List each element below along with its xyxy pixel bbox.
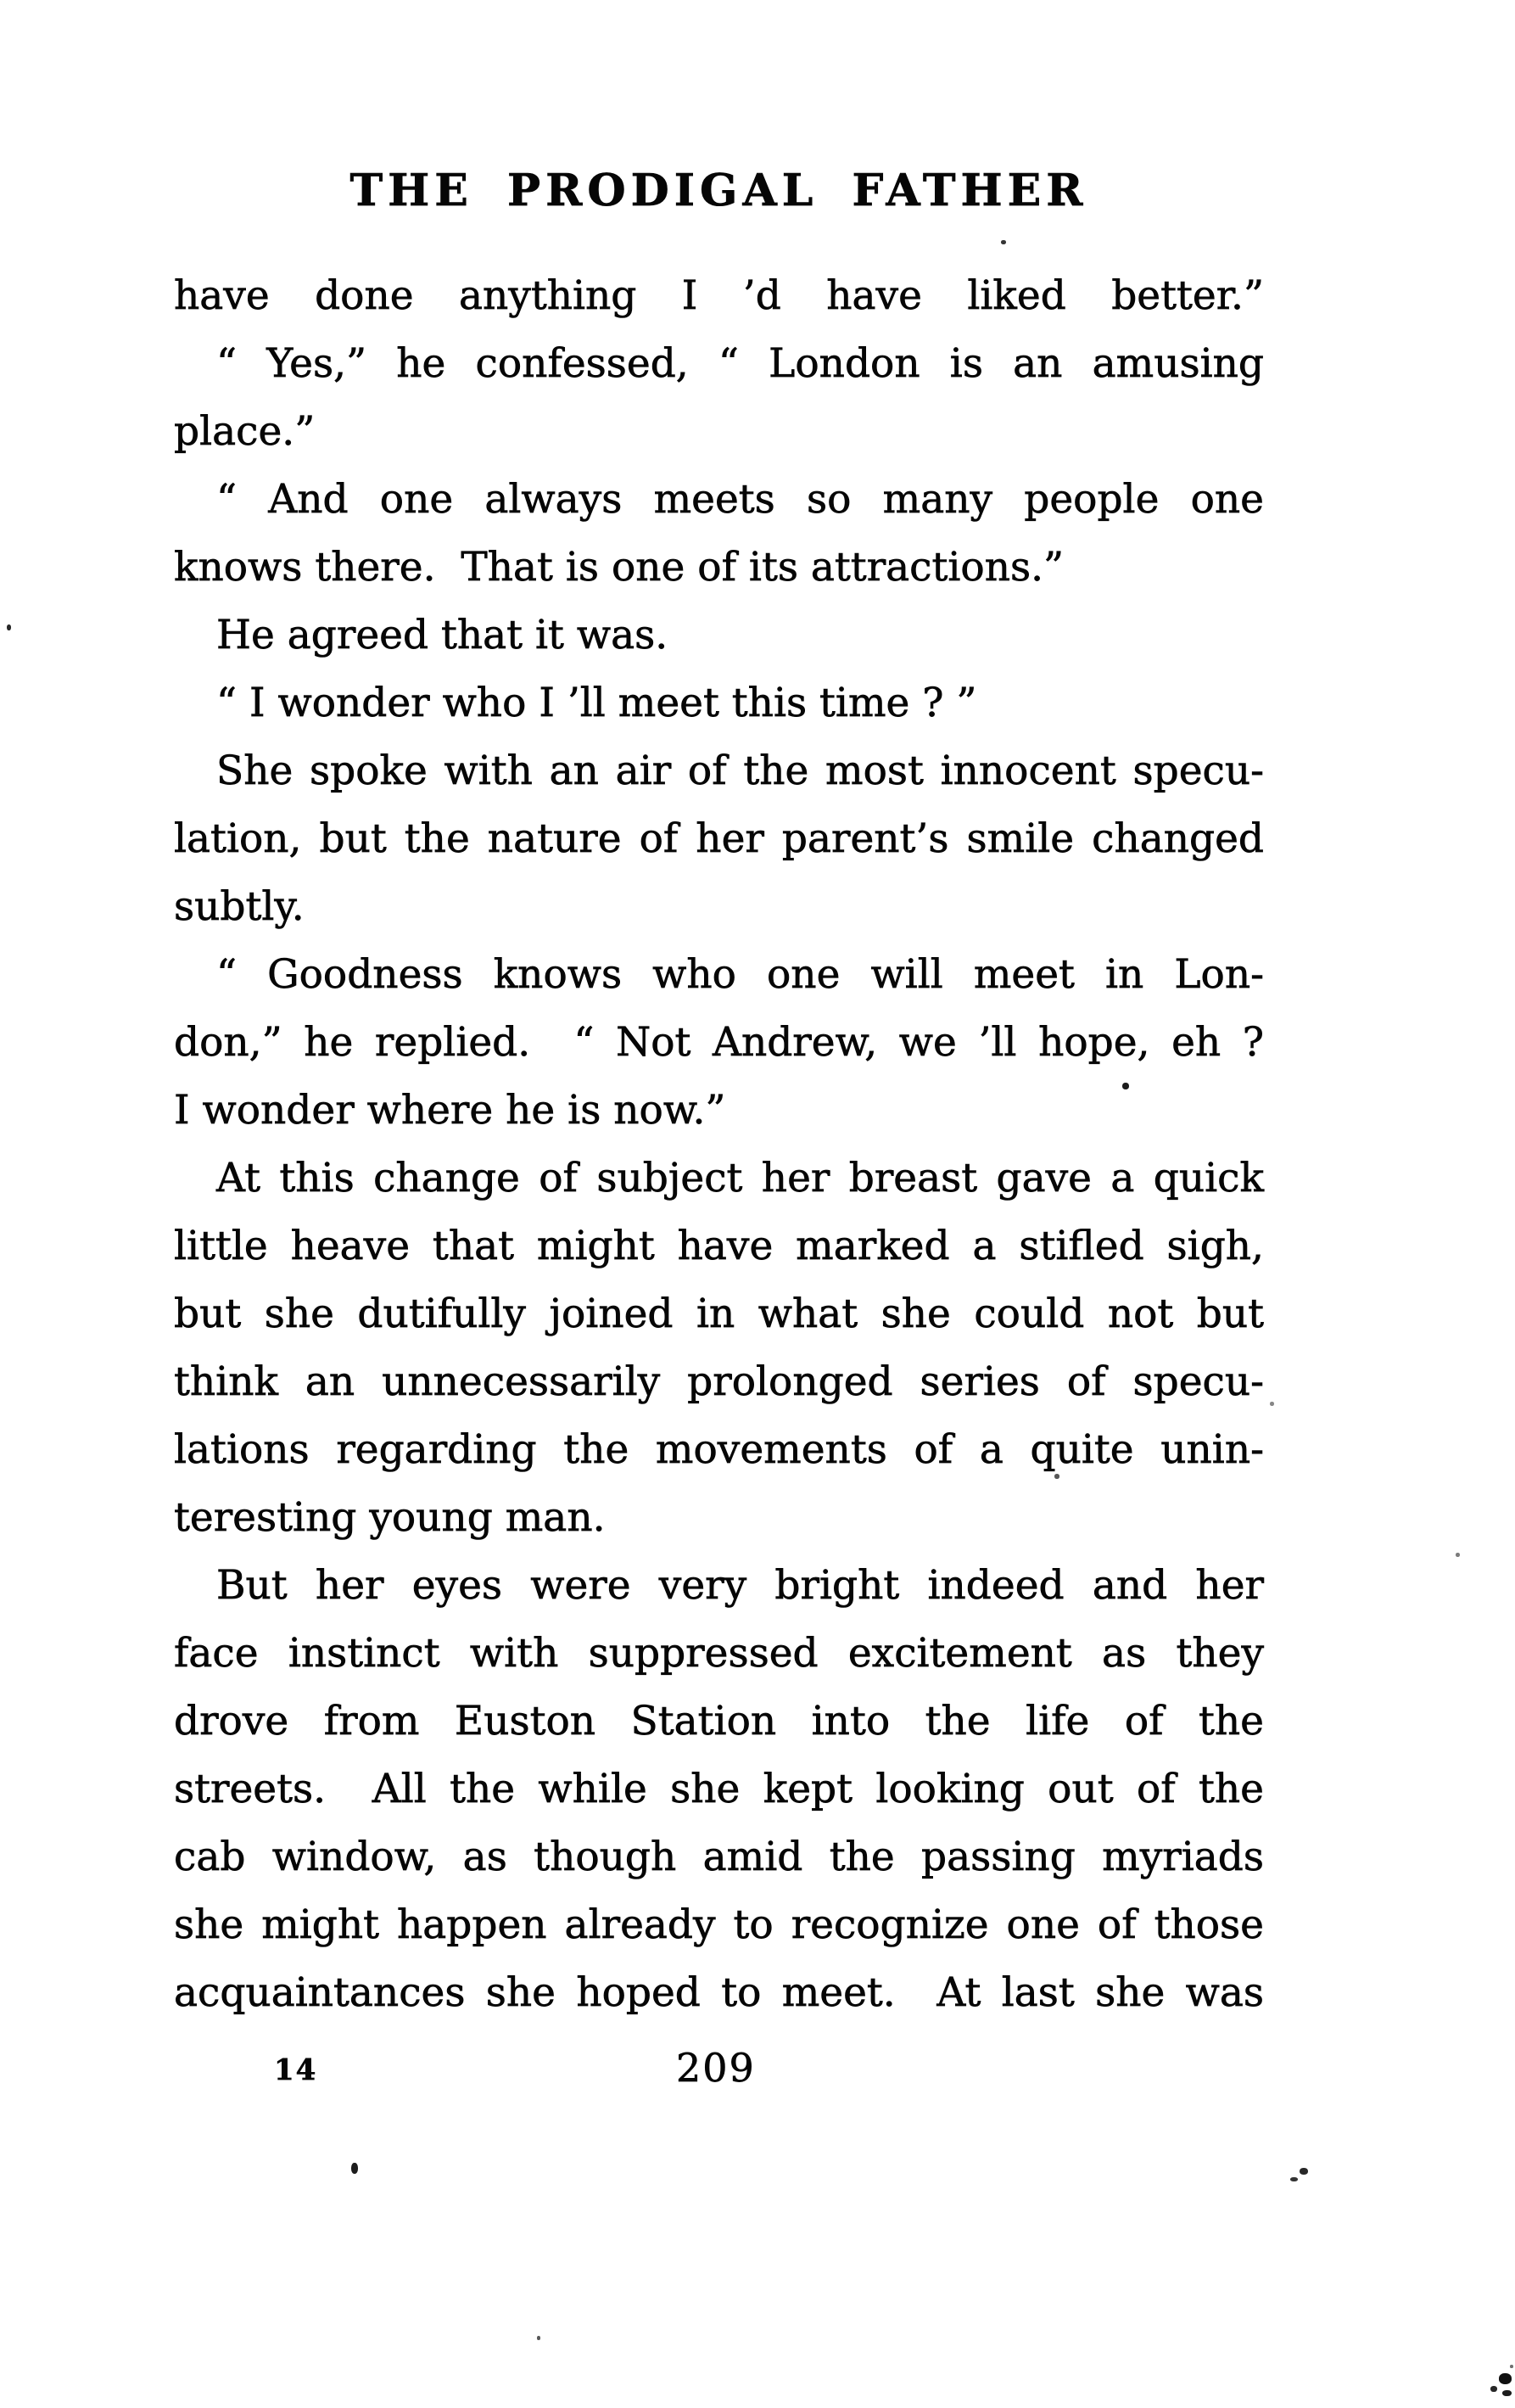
ink-speck — [1300, 2168, 1308, 2175]
ink-speck — [1499, 2373, 1512, 2384]
text-line: lations regarding the movements of a quite unin- — [174, 1426, 1264, 1473]
ink-speck — [1122, 1083, 1129, 1089]
running-title: THE PRODIGAL FATHER — [349, 165, 1088, 216]
text-line: acquaintances she hoped to meet. At last she was — [174, 1969, 1264, 2016]
ink-speck — [1502, 2390, 1512, 2396]
text-line: have done anything I ’d have liked better.” — [174, 272, 1264, 319]
text-line: “ I wonder who I ’ll meet this time ? ” — [216, 680, 977, 726]
text-line: “ Yes,” he confessed, “ London is an amusing — [216, 340, 1264, 387]
ink-speck — [1001, 240, 1006, 244]
ink-speck — [351, 2163, 358, 2174]
text-line: lation, but the nature of her parent’s smile changed — [174, 815, 1264, 862]
text-line: He agreed that it was. — [216, 612, 668, 658]
ink-speck — [1490, 2386, 1497, 2392]
text-line: drove from Euston Station into the life of the — [174, 1698, 1264, 1744]
text-line: But her eyes were very bright indeed and her — [216, 1562, 1264, 1609]
text-line: She spoke with an air of the most innocent specu- — [216, 748, 1264, 794]
ink-speck — [1270, 1402, 1274, 1406]
ink-speck — [1290, 2177, 1298, 2181]
ink-speck — [1510, 2365, 1513, 2368]
text-line: knows there. That is one of its attractions.” — [174, 544, 1065, 591]
page-number: 209 — [676, 2045, 756, 2091]
ink-speck — [1456, 1553, 1460, 1557]
ink-speck — [537, 2336, 540, 2340]
text-line: place.” — [174, 408, 316, 455]
text-line: “ Goodness knows who one will meet in Lon- — [216, 951, 1264, 998]
text-line: cab window, as though amid the passing myriads — [174, 1834, 1264, 1880]
ink-speck — [7, 624, 11, 630]
text-line: face instinct with suppressed excitement as they — [174, 1630, 1264, 1677]
ink-speck — [1054, 1474, 1059, 1479]
text-block — [174, 262, 1264, 2027]
text-line: don,” he replied. “ Not Andrew, we ’ll hope, eh ? — [174, 1019, 1264, 1066]
text-line: but she dutifully joined in what she could not but — [174, 1291, 1264, 1337]
text-line: teresting young man. — [174, 1494, 606, 1541]
text-line: she might happen already to recognize one of those — [174, 1901, 1264, 1948]
text-line: streets. All the while she kept looking out of the — [174, 1766, 1264, 1812]
text-line: think an unnecessarily prolonged series of specu- — [174, 1358, 1264, 1405]
text-line: little heave that might have marked a stifled sigh, — [174, 1223, 1264, 1269]
text-line: I wonder where he is now.” — [174, 1087, 726, 1134]
text-line: “ And one always meets so many people one — [216, 476, 1264, 523]
signature-mark: 14 — [274, 2053, 318, 2087]
text-line: subtly. — [174, 883, 305, 930]
text-line: At this change of subject her breast gave a quick — [216, 1155, 1264, 1201]
